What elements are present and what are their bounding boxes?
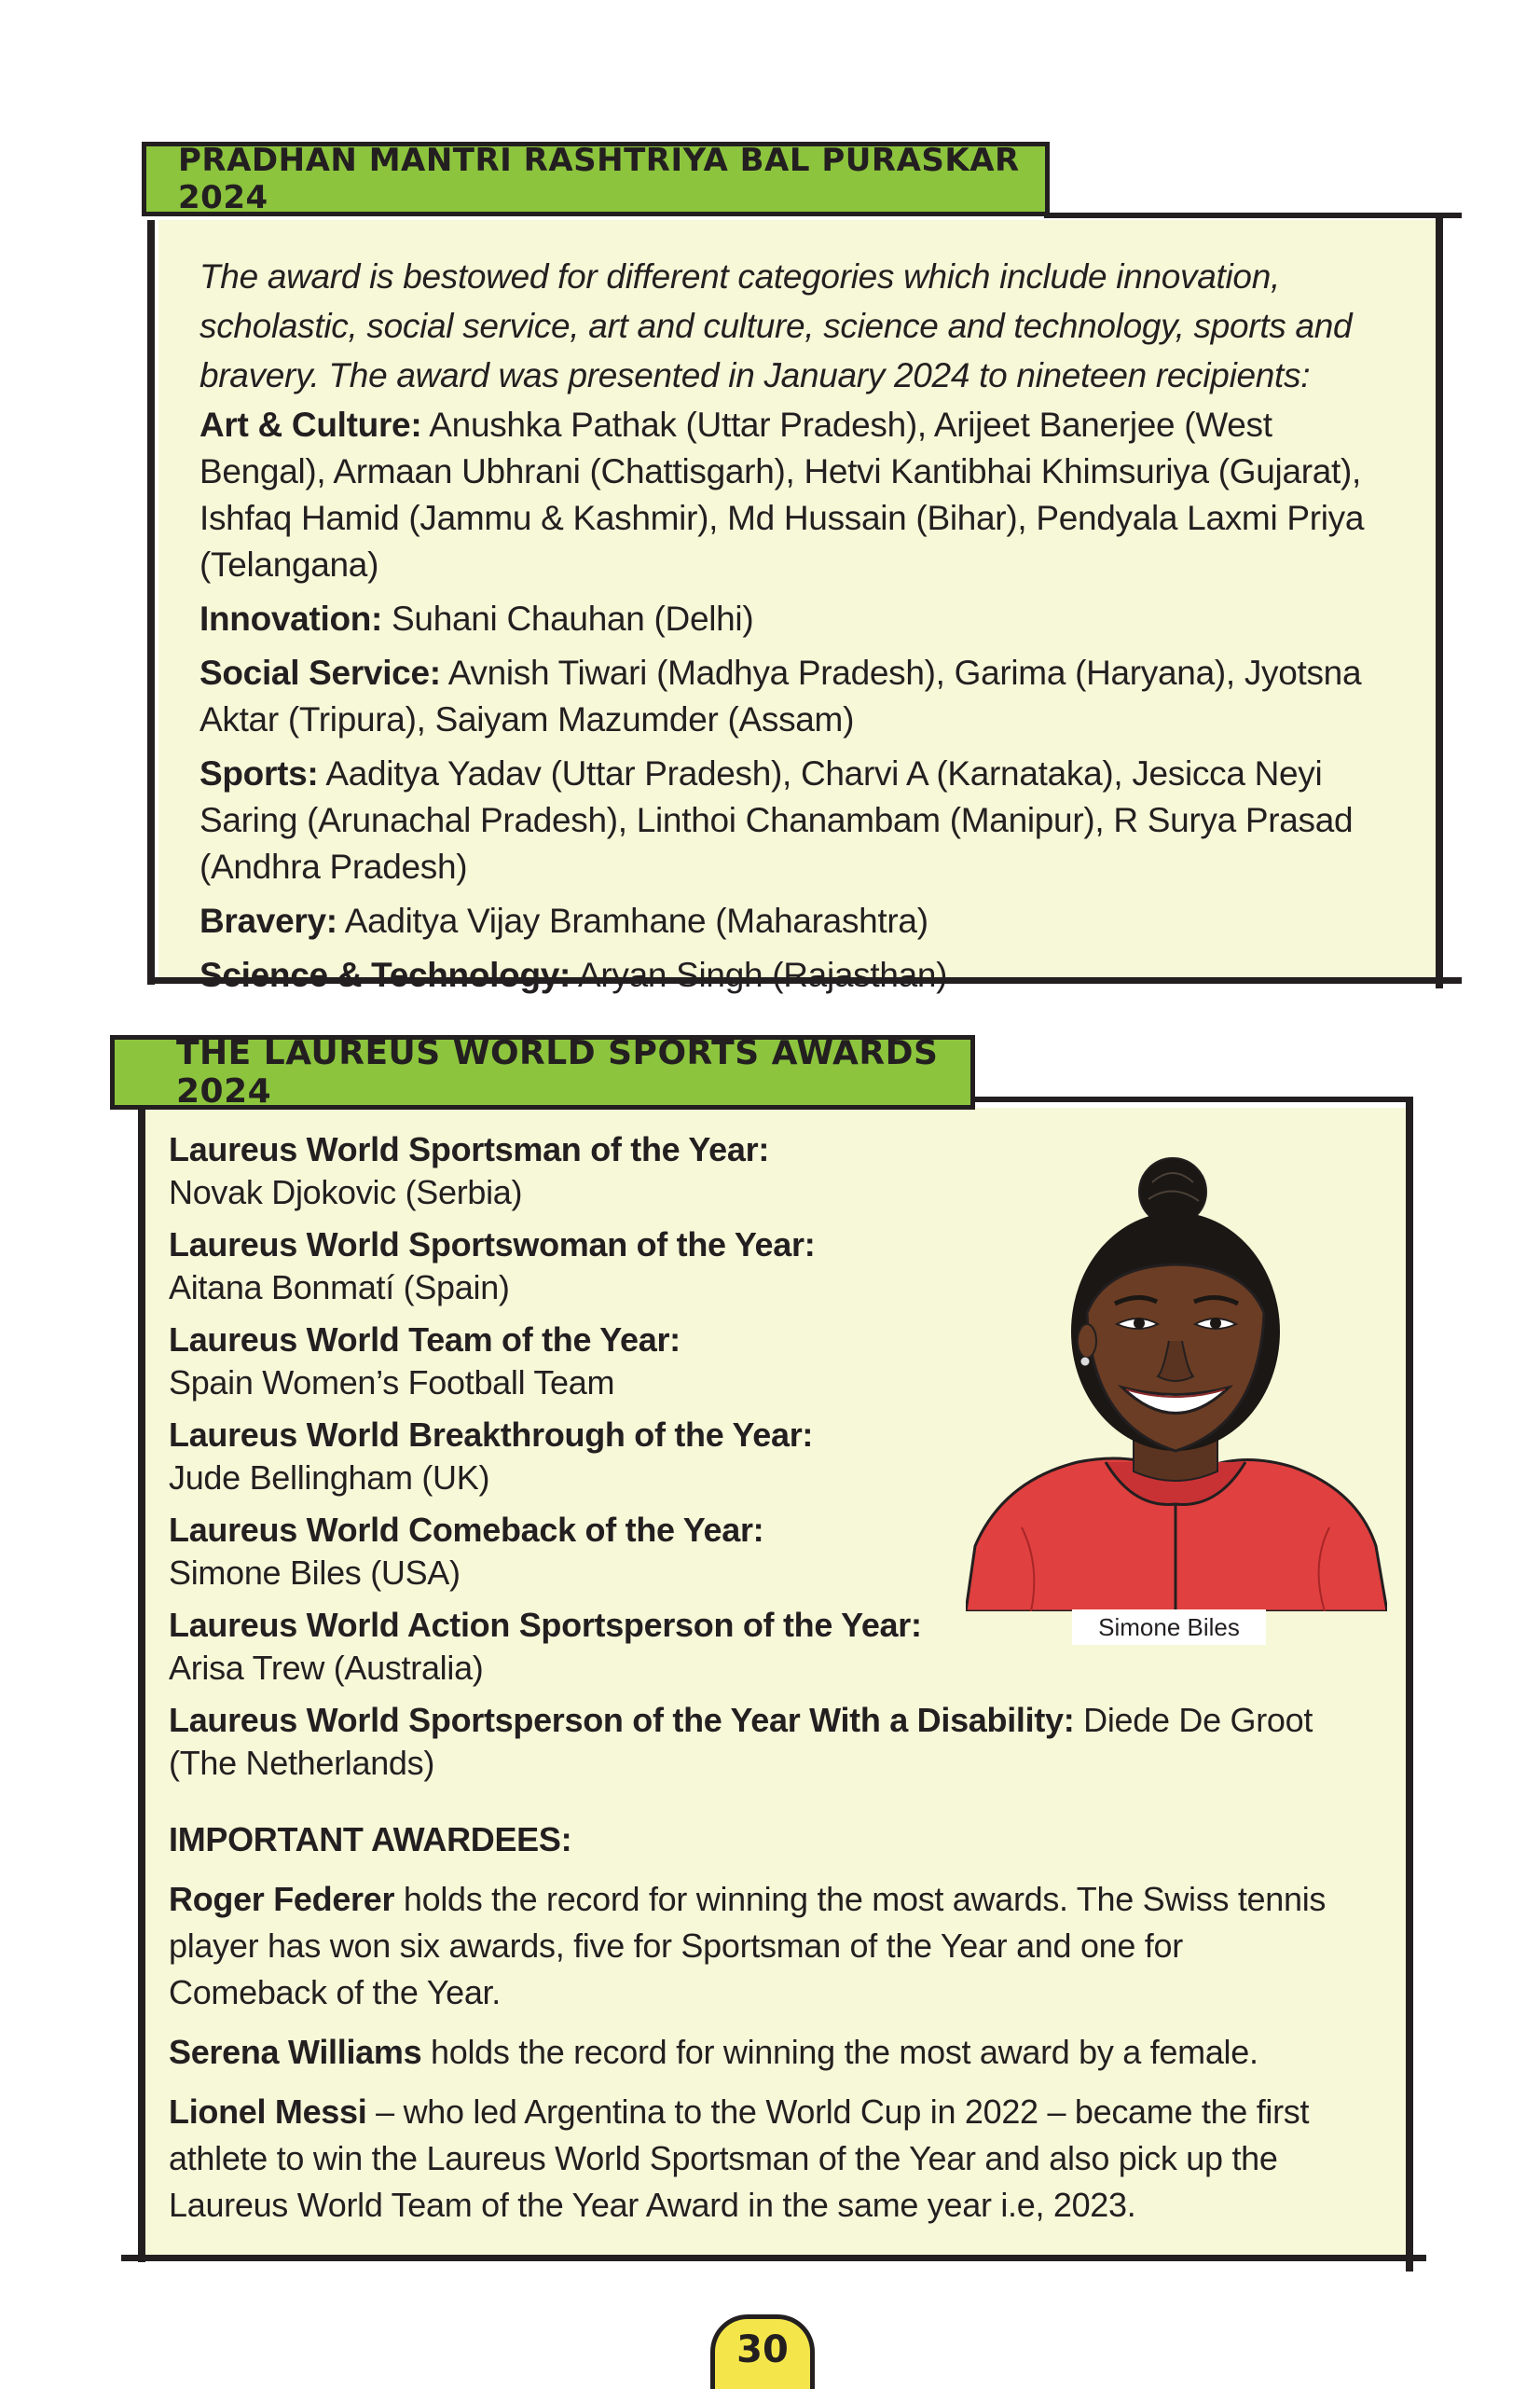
category-innovation: [199, 596, 1402, 642]
award-label: Laureus World Sportsperson of the Year With a Disability:: [169, 1701, 1075, 1739]
category-label: Innovation:: [199, 600, 383, 638]
awardee-note: holds the record for winning the most awards. The Swiss tennis player has won six awards, five for Sportsman of the Year and one for Comeback of the Year.: [169, 1880, 1327, 2011]
category-label: Art & Culture:: [199, 406, 422, 444]
award-winner: Diede De Groot (The Netherlands): [169, 1701, 1313, 1782]
award-winner: Simone Biles (USA): [169, 1554, 461, 1592]
category-recipients: Anushka Pathak (Uttar Pradesh), Arijeet Banerjee (West Bengal), Armaan Ubhrani (Chattisgarh), Hetvi Kantibhai Khimsuriya (Gujarat), Ishfaq Hamid (Jammu & Kashmir), Md Hussain (Bihar), Pendyala Laxmi Priya (Telangana): [199, 406, 1365, 584]
page-number: 30: [710, 2314, 815, 2389]
category-science-technology: [199, 952, 1402, 999]
award-disability: [169, 1699, 1325, 1785]
category-sports: [199, 751, 1402, 891]
category-art-culture: [199, 402, 1402, 588]
category-recipients: Suhani Chauhan (Delhi): [382, 600, 754, 638]
panel2-left-border: [138, 1106, 145, 2262]
award-winner: Aitana Bonmatí (Spain): [169, 1268, 510, 1306]
section2-title-text: THE LAUREUS WORLD SPORTS AWARDS 2024: [176, 1034, 939, 1111]
awardee-name: Lionel Messi: [169, 2092, 367, 2131]
category-label: Bravery:: [199, 902, 337, 940]
award-label: Laureus World Breakthrough of the Year:: [169, 1415, 814, 1454]
panel1-right-border: [1436, 213, 1443, 988]
category-label: Science & Technology:: [199, 956, 571, 994]
awardee-name: Roger Federer: [169, 1880, 395, 1918]
award-label: Laureus World Sportswoman of the Year:: [169, 1225, 816, 1264]
award-label: Laureus World Sportsman of the Year:: [169, 1130, 770, 1168]
category-recipients: Avnish Tiwari (Madhya Pradesh), Garima (Haryana), Jyotsna Aktar (Tripura), Saiyam Mazumder (Assam): [199, 654, 1362, 739]
panel2-bottom-border: [121, 2255, 1426, 2261]
section1-title-text: PRADHAN MANTRI RASHTRIYA BAL PURASKAR 2024: [178, 142, 1020, 216]
awardee-federer: [169, 1876, 1343, 2016]
award-winner: Arisa Trew (Australia): [169, 1649, 484, 1687]
panel1-top-border: [1044, 213, 1462, 218]
section2-title: [110, 1035, 975, 1110]
section1-body: [199, 252, 1402, 1006]
section1-title: [142, 142, 1050, 216]
award-label: Laureus World Action Sportsperson of the Year:: [169, 1606, 922, 1644]
awardee-note: – who led Argentina to the World Cup in 2022 – became the first athlete to win the Laureus World Sportsman of the Year and also pick up the Laureus World Team of the Year Award in the same year i.e, 2023.: [169, 2092, 1310, 2224]
award-label: Laureus World Comeback of the Year:: [169, 1511, 764, 1549]
panel1-left-border: [147, 220, 155, 985]
category-recipients: Aaditya Yadav (Uttar Pradesh), Charvi A (Karnataka), Jesicca Neyi Saring (Arunachal Pradesh), Linthoi Chanambam (Manipur), R Surya Prasad (Andhra Pradesh): [199, 754, 1354, 886]
awardee-messi: [169, 2089, 1343, 2229]
award-winner: Jude Bellingham (UK): [169, 1458, 490, 1497]
category-recipients: Aryan Singh (Rajasthan): [571, 956, 948, 994]
category-bravery: [199, 898, 1402, 945]
portrait-caption: Simone Biles: [1072, 1609, 1266, 1645]
award-winner: Novak Djokovic (Serbia): [169, 1173, 523, 1211]
awardee-note: holds the record for winning the most award by a female.: [421, 2033, 1258, 2071]
category-label: Social Service:: [199, 654, 441, 692]
simone-biles-portrait: [966, 1154, 1387, 1611]
awardee-name: Serena Williams: [169, 2033, 422, 2071]
panel2-right-border: [1406, 1097, 1413, 2272]
important-awardees-heading: IMPORTANT AWARDEES:: [169, 1820, 572, 1858]
awardee-williams: [169, 2029, 1343, 2076]
category-social-service: [199, 650, 1402, 743]
award-label: Laureus World Team of the Year:: [169, 1320, 681, 1359]
panel2-top-border: [969, 1097, 1413, 1102]
award-winner: Spain Women’s Football Team: [169, 1363, 615, 1402]
category-recipients: Aaditya Vijay Bramhane (Maharashtra): [337, 902, 928, 940]
section1-intro: The award is bestowed for different categories which include innovation, scholastic, social service, art and culture, science and technology, sports and bravery. The award was presented in January 2024 to nineteen recipients:: [199, 257, 1353, 394]
category-label: Sports:: [199, 754, 319, 793]
